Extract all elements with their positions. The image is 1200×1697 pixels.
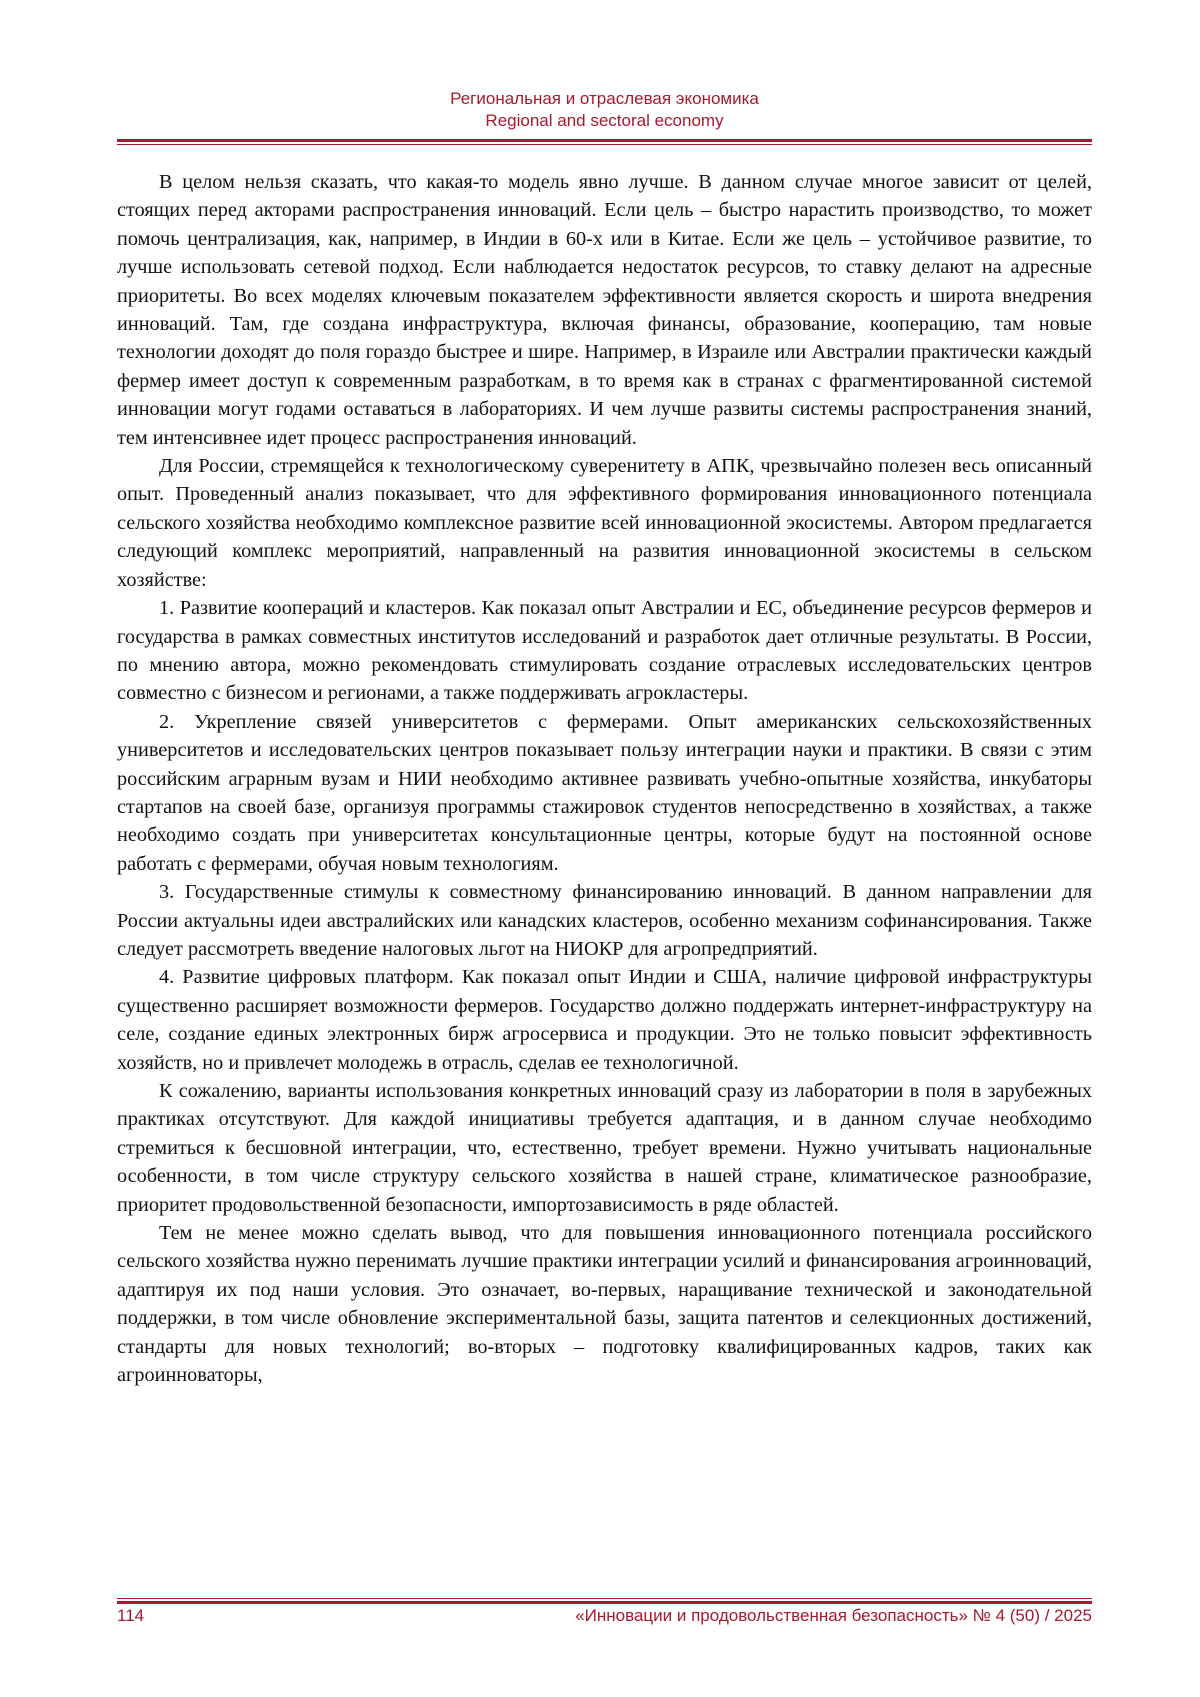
- running-footer: [117, 1605, 1092, 1627]
- running-header: [117, 88, 1092, 132]
- paragraph: К сожалению, варианты использования конкретных инноваций сразу из лаборатории в поля в зарубежных практиках отсутствуют. Для каждой инициативы требуется адаптация, и в данном случае необходимо стремиться к бесшовной интеграции, что, естественно, требует времени. Нужно учитывать национальные особенности, в том числе структуру сельского хозяйства в нашей стране, климатическое разнообразие, приоритет продовольственной безопасности, импортозависимость в ряде областей.: [117, 1080, 1092, 1216]
- list-item: 1. Развитие коопераций и кластеров. Как показал опыт Австралии и ЕС, объединение ресурсов фермеров и государства в рамках совместных институтов исследований и разработок дает отличные результаты. В России, по мнению автора, можно рекомендовать стимулировать создание отраслевых исследовательских центров совместно с бизнесом и регионами, а также поддерживать агрокластеры.: [117, 597, 1092, 705]
- paragraph: Тем не менее можно сделать вывод, что для повышения инновационного потенциала российского сельского хозяйства нужно перенимать лучшие практики интеграции усилий и финансирования агроинноваций, адаптируя их под наши условия. Это означает, во-первых, наращивание технической и законодательной поддержки, в том числе обновление экспериментальной базы, защита патентов и селекционных достижений, стандарты для новых технологий; во-вторых – подготовку квалифицированных кадров, таких как агроинноваторы,: [117, 1222, 1092, 1387]
- paragraph: Для России, стремящейся к технологическому суверенитету в АПК, чрезвычайно полезен весь описанный опыт. Проведенный анализ показывает, что для эффективного формирования инновационного потенциала сельского хозяйства необходимо комплексное развитие всей инновационной экосистемы. Автором предлагается следующий комплекс мероприятий, направленный на развития инновационной экосистемы в сельском хозяйстве:: [117, 455, 1092, 591]
- header-title-en: Regional and sectoral economy: [485, 111, 724, 130]
- paragraph: В целом нельзя сказать, что какая-то модель явно лучше. В данном случае многое зависит от целей, стоящих перед акторами распространения инноваций. Если цель – быстро нарастить производство, то может помочь централизация, как, например, в Индии в 60-х или в Китае. Если же цель – устойчивое развитие, то лучше использовать сетевой подход. Если наблюдается недостаток ресурсов, то ставку делают на адресные приоритеты. Во всех моделях ключевым показателем эффективности является скорость и широта внедрения инноваций. Там, где создана инфраструктура, включая финансы, образование, кооперацию, там новые технологии доходят до поля гораздо быстрее и шире. Например, в Израиле или Австралии практически каждый фермер имеет доступ к современным разработкам, в то время как в странах с фрагментированной системой инновации могут годами оставаться в лабораториях. И чем лучше развиты системы распространения знаний, тем интенсивнее идет процесс распространения инноваций.: [117, 171, 1092, 449]
- header-rule: [117, 139, 1092, 145]
- article-body: [117, 168, 1092, 1389]
- list-item: 3. Государственные стимулы к совместному финансированию инноваций. В данном направлении для России актуальны идеи австралийских или канадских кластеров, особенно механизм софинансирования. Также следует рассмотреть введение налоговых льгот на НИОКР для агропредприятий.: [117, 881, 1092, 960]
- journal-citation: «Инновации и продовольственная безопасность» № 4 (50) / 2025: [575, 1606, 1092, 1625]
- page-number: 114: [117, 1606, 145, 1625]
- list-item: 2. Укрепление связей университетов с фермерами. Опыт американских сельскохозяйственных университетов и исследовательских центров показывает пользу интеграции науки и практики. В связи с этим российским аграрным вузам и НИИ необходимо активнее развивать учебно-опытные хозяйства, инкубаторы стартапов на своей базе, организуя программы стажировок студентов непосредственно в хозяйствах, а также необходимо создать при университетах консультационные центры, которые будут на постоянной основе работать с фермерами, обучая новым технологиям.: [117, 710, 1092, 875]
- footer-rule: [117, 1598, 1092, 1604]
- header-title-ru: Региональная и отраслевая экономика: [450, 89, 759, 108]
- list-item: 4. Развитие цифровых платформ. Как показал опыт Индии и США, наличие цифровой инфраструктуры существенно расширяет возможности фермеров. Государство должно поддержать интернет-инфраструктуру на селе, создание единых электронных бирж агросервиса и продукции. Это не только повысит эффективность хозяйств, но и привлечет молодежь в отрасль, сделав ее технологичной.: [117, 966, 1092, 1074]
